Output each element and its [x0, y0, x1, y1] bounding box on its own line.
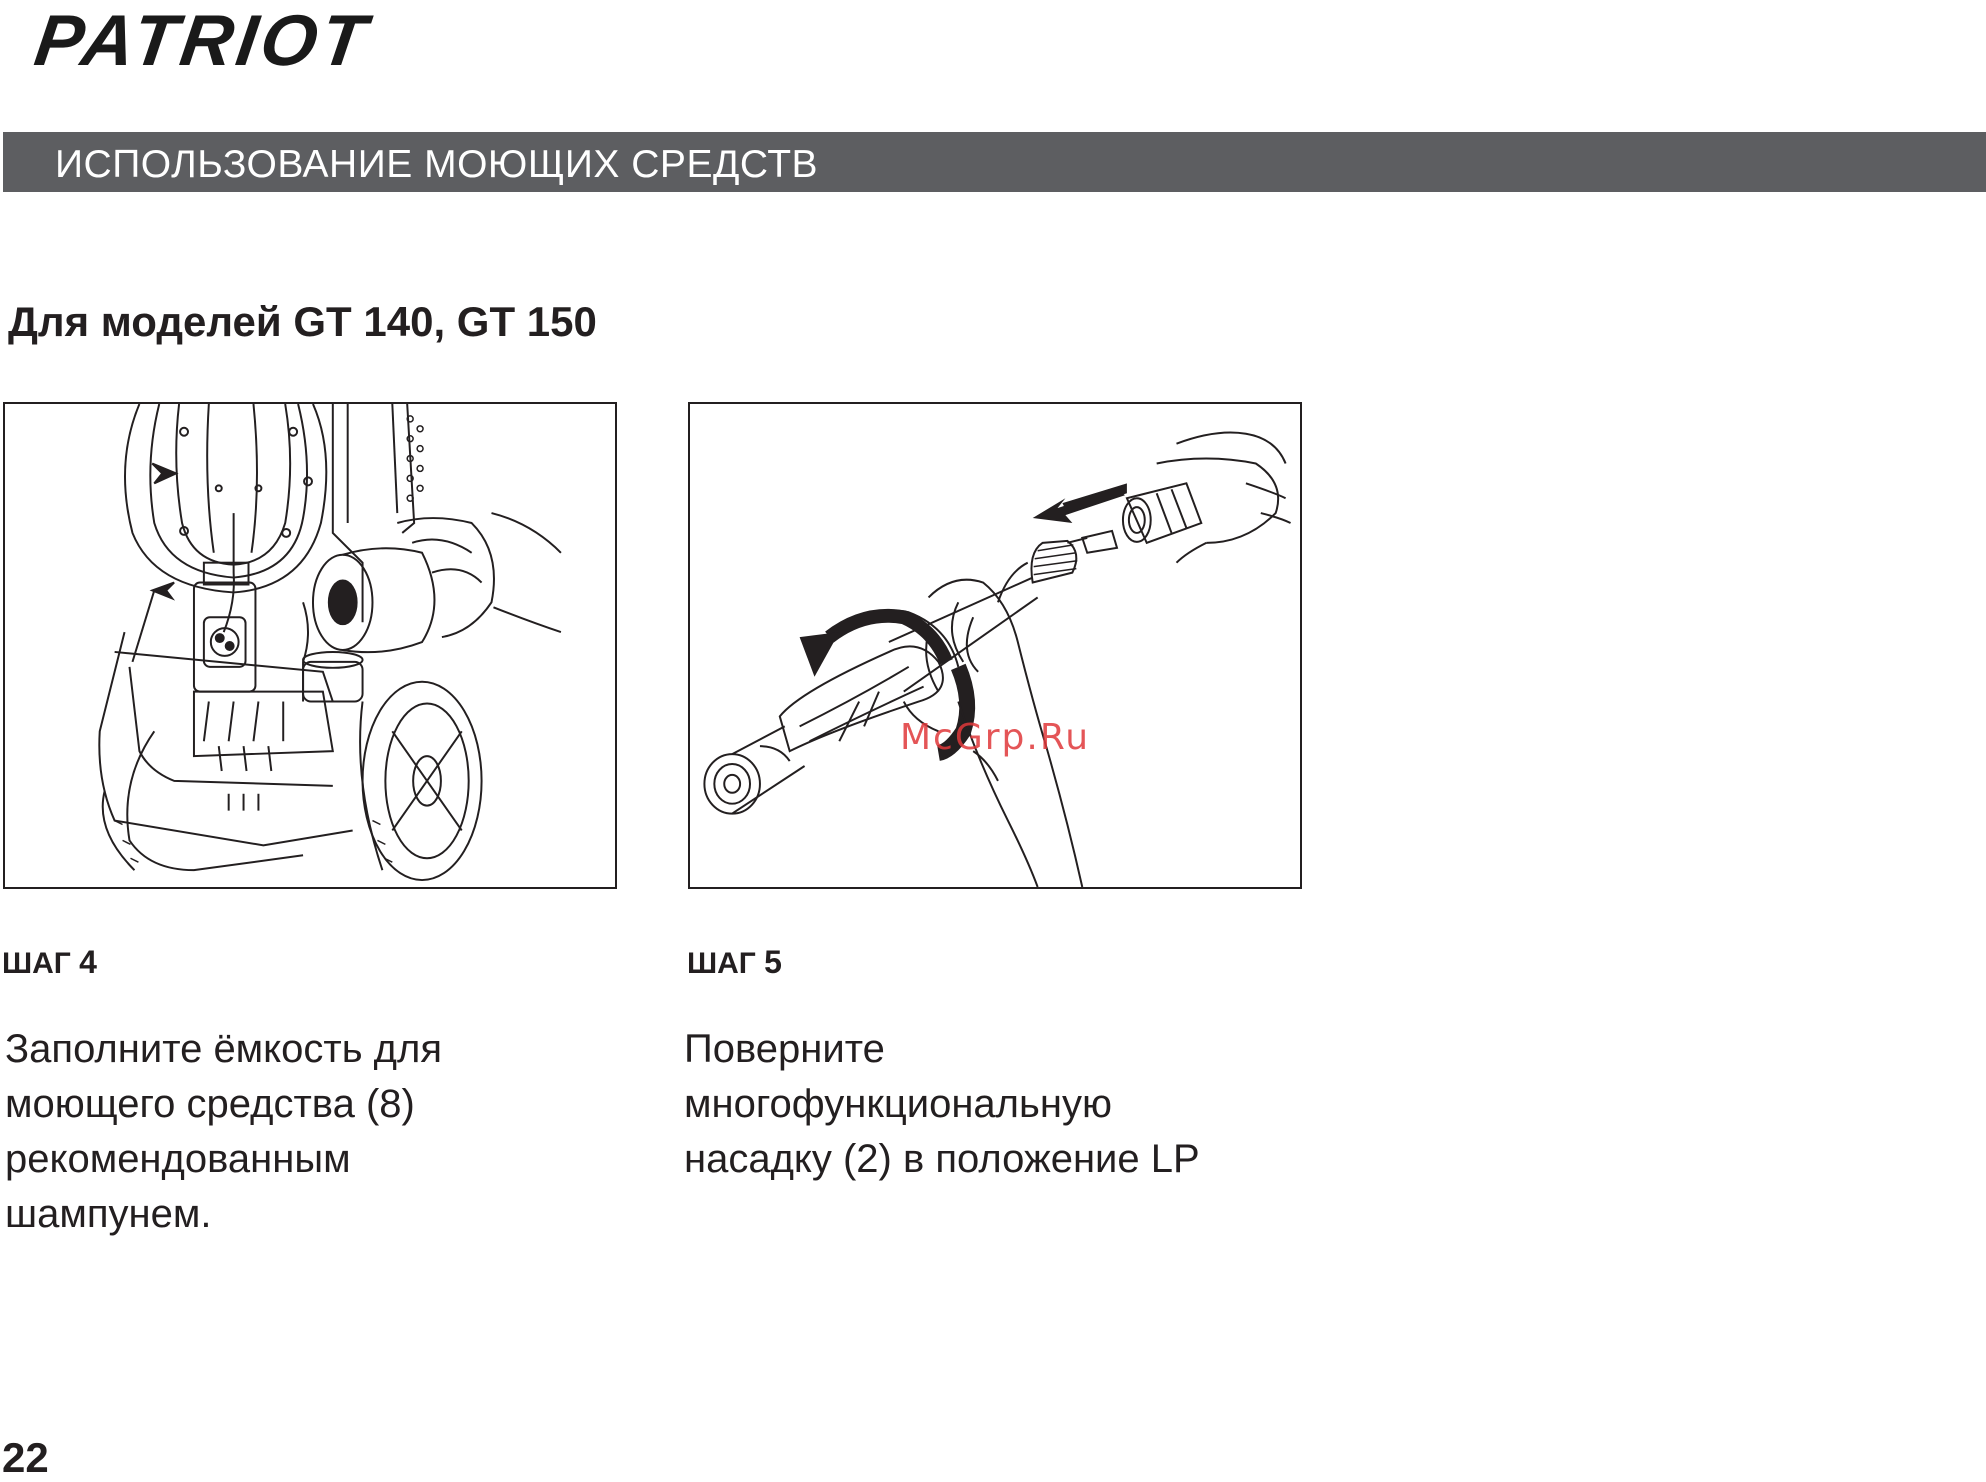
page-number: 22 — [2, 1434, 49, 1481]
step-5-illustration — [688, 402, 1302, 889]
step-5-label-word: ШАГ — [687, 947, 756, 980]
brand-logo: PATRIOT — [30, 1, 375, 81]
step-5-text-line: Поверните — [684, 1027, 885, 1071]
step-4-label-word: ШАГ — [2, 947, 71, 980]
models-heading: Для моделей GT 140, GT 150 — [8, 298, 597, 345]
step-4-illustration — [3, 402, 617, 889]
step-4-number: 4 — [79, 944, 97, 980]
step-5-number: 5 — [764, 944, 782, 980]
step-4-text-line: шампунем. — [5, 1192, 212, 1236]
section-header-bar — [3, 132, 1986, 192]
step-5-text-line: насадку (2) в положение LP — [684, 1137, 1200, 1181]
section-title: ИСПОЛЬЗОВАНИЕ МОЮЩИХ СРЕДСТВ — [55, 143, 819, 186]
step-4-text-line: Заполните ёмкость для — [5, 1027, 442, 1071]
step-4-text-line: рекомендованным — [5, 1137, 351, 1181]
nozzle-rotation-illustration — [690, 404, 1300, 887]
step-5-label — [687, 944, 782, 981]
step-4-text-line: моющего средства (8) — [5, 1082, 415, 1126]
step-5-text — [684, 1022, 1304, 1187]
pressure-washer-illustration — [5, 404, 615, 887]
watermark-text: McGrp.Ru — [900, 717, 1091, 758]
step-5-text-line: многофункциональную — [684, 1082, 1112, 1126]
step-4-label — [2, 944, 97, 981]
step-4-text — [5, 1022, 625, 1242]
